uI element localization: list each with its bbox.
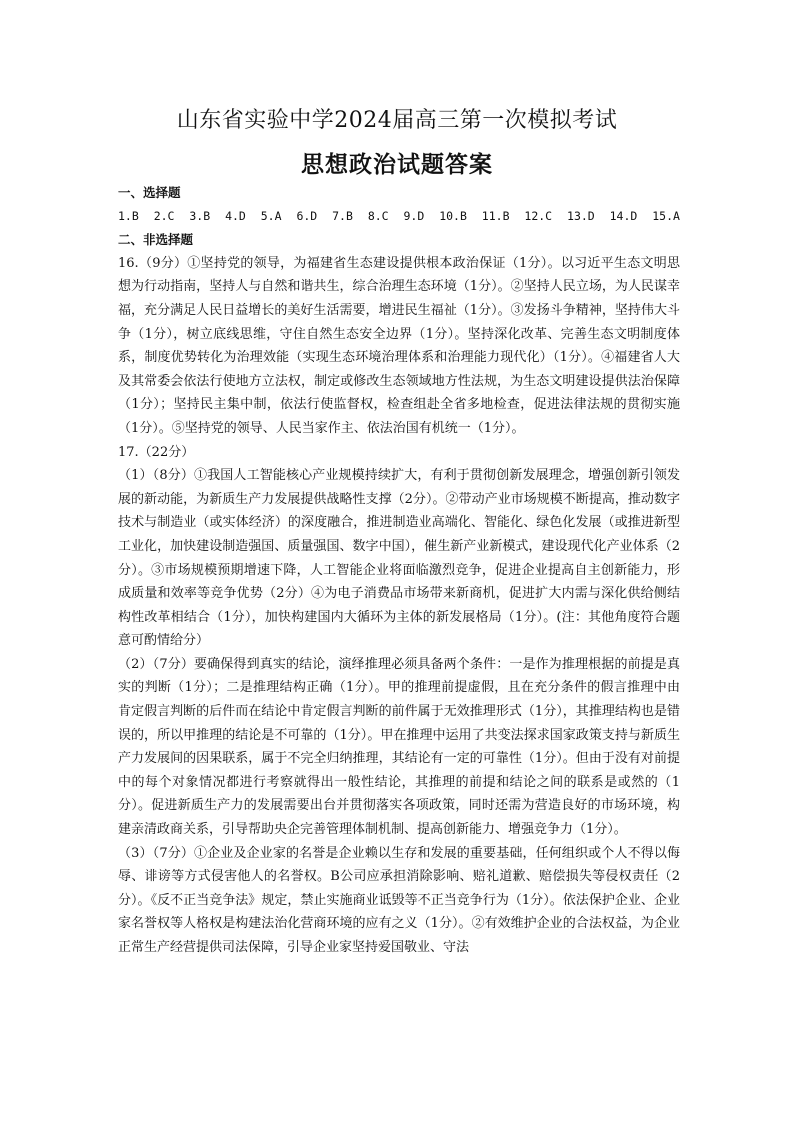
answer-q16: 16.（9分）①坚持党的领导，为福建省生态建设提供根本政治保证（1分）。以习近平生态文明思想为行动指南，坚持人与自然和谐共生，综合治理生态环境（1分）。②坚持人民立场，为人民谋幸福，充分满足人民日益增长的美好生活需要，增进民生福祉（1分）。③发扬斗争精神，坚持伟大斗争（1分），树立底线思维，守住自然生态安全边界（1分）。坚持深化改革、完善生态文明制度体系，制度优势转化为治理效能（实现生态环境治理体系和治理能力现代化）（1分）。④福建省人大及其常委会依法行使地方立法权，制定或修改生态领域地方性法规，为生态文明建设提供法治保障（1分）；坚持民主集中制，依法行使监督权，检查组赴全省多地检查，促进法律法规的贯彻实施（1分）。⑤坚持党的领导、人民当家作主、依法治国有机统一（1分）。	[118, 255, 680, 436]
answer-item: 15.A	[652, 208, 680, 223]
answer-content	[118, 181, 680, 960]
answer-q17-part1: （1）（8分）①我国人工智能核心产业规模持续扩大，有利于贯彻创新发展理念，增强创新引领发展的新动能，为新质生产力发展提供战略性支撑（2分）。②带动产业市场规模不断提高，推动数字技术与制造业（或实体经济）的深度融合，推进制造业高端化、智能化、绿色化发展（或推进新型工业化，加快建设制造强国、质量强国、数字中国），催生新产业新模式，建设现代化产业体系（2分）。③市场规模预期增速下降，人工智能企业将面临激烈竞争，促进企业提高自主创新能力，形成质量和效率等竞争优势（2分）④为电子消费品市场带来新商机，促进扩大内需与深化供给侧结构性改革相结合（1分），加快构建国内大循环为主体的新发展格局（1分）。(注：其他角度符合题意可酌情给分）	[118, 468, 680, 649]
answer-q17-heading: 17.（22分）	[118, 444, 195, 460]
answer-item: 6.D	[296, 208, 318, 223]
answer-item: 14.D	[609, 208, 638, 223]
answer-item: 7.B	[332, 208, 353, 223]
answer-item: 2.C	[153, 208, 175, 223]
answer-item: 8.C	[367, 208, 389, 223]
answer-item: 13.D	[567, 208, 595, 223]
answer-item: 5.A	[260, 208, 282, 223]
answer-item: 9.D	[403, 208, 425, 223]
answer-item: 12.C	[524, 208, 553, 223]
answer-item: 1.B	[118, 208, 139, 223]
choice-answers-row	[118, 205, 680, 229]
answer-q17-part2: （2）（7分）要确保得到真实的结论，演绎推理必须具备两个条件：一是作为推理根据的前提是真实的判断（1分）；二是推理结构正确（1分）。甲的推理前提虚假，且在充分条件的假言推理中由肯定假言判断的后件而在结论中肯定假言判断的前件属于无效推理形式（1分），其推理结构也是错误的，所以甲推理的结论是不可靠的（1分）。甲在推理中运用了共变法探求国家政策支持与新质生产力发展间的因果联系，属于不完全归纳推理，其结论有一定的可靠性（1分）。但由于没有对前提中的每个对象情况都进行考察就得出一般性结论，其推理的前提和结论之间的联系是或然的（1分）。促进新质生产力的发展需要出台并贯彻落实各项政策，同时还需为营造良好的市场环境，构建亲清政商关系，引导帮助央企完善管理体制机制、提高创新能力、增强竞争力（1分）。	[118, 656, 680, 838]
answer-item: 4.D	[225, 208, 246, 223]
section-heading-choice: 一、选择题	[118, 185, 181, 200]
answer-q17-part3: （3）（7分）①企业及企业家的名誉是企业赖以生存和发展的重要基础，任何组织或个人不得以侮辱、诽谤等方式侵害他人的名誉权。B公司应承担消除影响、赔礼道歉、赔偿损失等侵权责任（2分）。《反不正当竞争法》规定，禁止实施商业诋毁等不正当竞争行为（1分）。依法保护企业、企业家名誉权等人格权是构建法治化营商环境的应有之义（1分）。②有效维护企业的合法权益，为企业正常生产经营提供司法保障，引导企业家坚持爱国敬业、守法	[118, 845, 680, 955]
answer-item: 3.B	[189, 208, 211, 223]
answer-item: 11.B	[481, 208, 510, 223]
exam-title: 山东省实验中学2024届高三第一次模拟考试	[176, 108, 618, 133]
answer-item: 10.B	[439, 208, 467, 223]
answer-subtitle: 思想政治试题答案	[301, 152, 493, 178]
section-heading-nonchoice: 二、非选择题	[118, 232, 194, 248]
